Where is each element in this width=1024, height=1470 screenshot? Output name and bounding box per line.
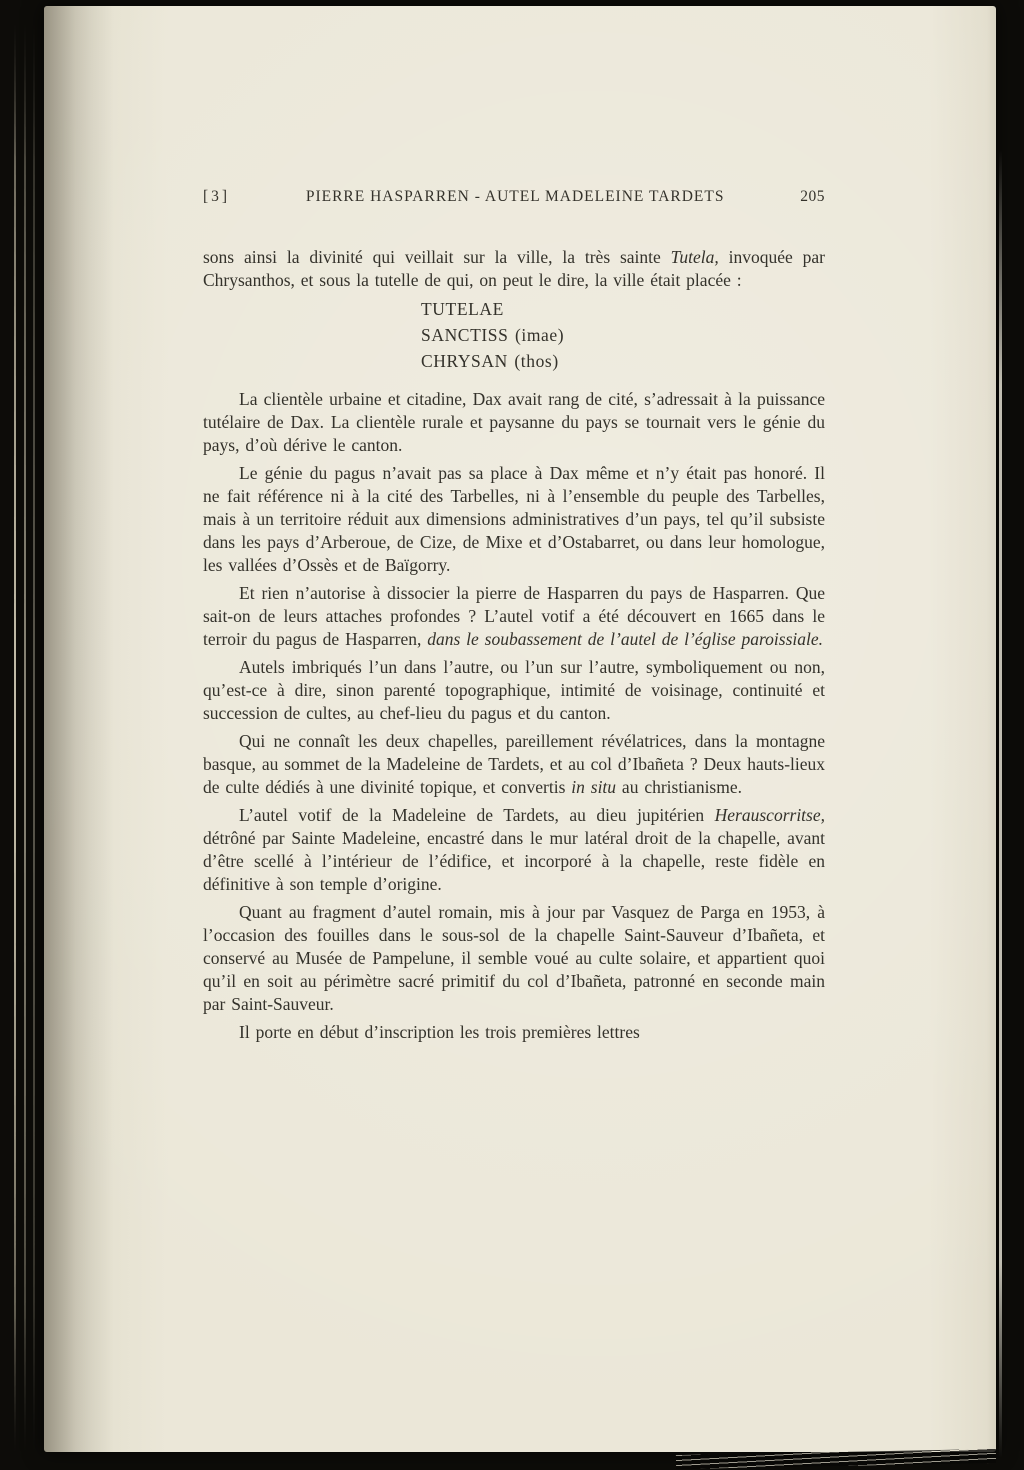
italic-text-run: Herauscorritse, bbox=[714, 805, 825, 825]
text-run: invoquée par Chrysanthos, et sous la tutelle de qui, on peut le dire, la ville était placée : bbox=[203, 247, 825, 290]
text-run: Et rien n’autorise à dissocier la pierre de Hasparren du pays de Hasparren. Que sait-on de leurs attaches profondes ? L’autel votif a été découvert en 1665 dans le terroir du pagus de Hasparren, bbox=[203, 583, 825, 649]
paragraph bbox=[203, 730, 825, 799]
section-number: [3] bbox=[203, 188, 231, 205]
paragraph bbox=[203, 1021, 825, 1044]
page-number: 205 bbox=[800, 188, 825, 205]
italic-text-run: dans le soubassement de l’autel de l’église paroissiale. bbox=[427, 629, 823, 649]
text-run: sons ainsi la divinité qui veillait sur la ville, la très sainte bbox=[203, 247, 671, 267]
spine-page-edge bbox=[14, 24, 16, 1452]
text-run: Autels imbriqués l’un dans l’autre, ou l’un sur l’autre, symboliquement ou non, qu’est-ce à dire, sinon parenté topographique, intimité de voisinage, continuité et succession de cultes, au chef-lieu du pagus et du canton. bbox=[203, 657, 825, 723]
paragraph bbox=[203, 462, 825, 577]
paragraph bbox=[203, 582, 825, 651]
text-run: Il porte en début d’inscription les trois premières lettres bbox=[239, 1022, 640, 1042]
running-head bbox=[203, 188, 825, 206]
text-run: Qui ne connaît les deux chapelles, pareillement révélatrices, dans la montagne basque, au sommet de la Madeleine de Tardets, et au col d’Ibañeta ? Deux hauts-lieux de culte dédiés à une divinité topique, et convertis bbox=[203, 731, 826, 797]
inscription-block bbox=[421, 296, 825, 374]
paragraph bbox=[203, 246, 825, 292]
text-run: au christianisme. bbox=[616, 777, 742, 797]
inscription-line: TUTELAE bbox=[421, 299, 504, 319]
text-run: L’autel votif de la Madeleine de Tardets, au dieu jupitérien bbox=[239, 805, 715, 825]
paragraph bbox=[203, 901, 825, 1016]
paragraph bbox=[203, 804, 825, 896]
italic-text-run: Tutela, bbox=[670, 247, 719, 267]
italic-text-run: in situ bbox=[571, 777, 617, 797]
text-run: Quant au fragment d’autel romain, mis à jour par Vasquez de Parga en 1953, à l’occasion des fouilles dans le sous-sol de la chapelle Saint-Sauveur d’Ibañeta, et conservé au Musée de Pampelune, il semble voué au culte solaire, et appartient quoi qu’il en soit au périmètre sacré primitif du col d’Ibañeta, patronné en seconde main par Saint-Sauveur. bbox=[203, 902, 825, 1014]
text-run: Le génie du pagus n’avait pas sa place à Dax même et n’y était pas honoré. Il ne fait référence ni à la cité des Tarbelles, ni à l’ensemble du peuple des Tarbelles, mais à un territoire réduit aux dimensions administratives d’un pays, tel qu’il subsiste dans les pays d’Arberoue, de Cize, de Mixe et d’Ostabarret, ou dans leur homologue, les vallées d’Ossès et de Baïgorry. bbox=[203, 463, 825, 575]
paragraph bbox=[203, 656, 825, 725]
body-text bbox=[203, 246, 825, 1044]
spine-page-edge bbox=[33, 24, 35, 1452]
text-run: La clientèle urbaine et citadine, Dax avait rang de cité, s’adressait à la puissance tutélaire de Dax. La clientèle rurale et paysanne du pays se tournait vers le génie du pays, d’où dérive le canton. bbox=[203, 389, 825, 455]
inscription-line: SANCTISS (imae) bbox=[421, 325, 565, 345]
text-run: détrôné par Sainte Madeleine, encastré dans le mur latéral droit de la chapelle, avant d’être scellé à l’intérieur de l’édifice, et incorporé à la chapelle, reste fidèle en définitive à son temple d’origine. bbox=[203, 828, 825, 894]
book-page bbox=[44, 6, 996, 1452]
page-fore-edge bbox=[999, 150, 1002, 1458]
running-title: PIERRE HASPARREN - AUTEL MADELEINE TARDETS bbox=[305, 188, 725, 205]
inscription-line: CHRYSAN (thos) bbox=[421, 351, 559, 371]
spine-page-edge bbox=[24, 24, 26, 1452]
paragraph bbox=[203, 388, 825, 457]
